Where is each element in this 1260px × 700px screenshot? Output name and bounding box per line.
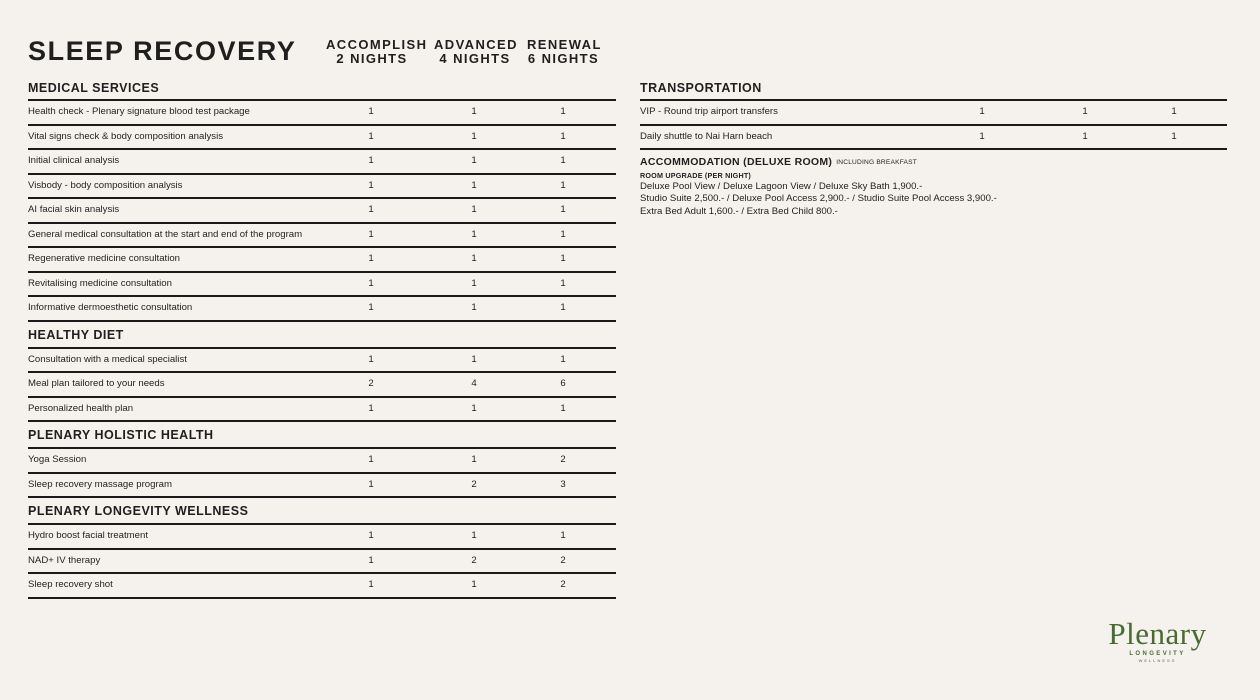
upgrade-price-line: Deluxe Pool View / Deluxe Lagoon View / Deluxe Sky Bath 1,900.- [640, 181, 923, 192]
package-value: 1 [368, 155, 374, 166]
package-value: 1 [368, 277, 374, 289]
package-value: 1 [368, 478, 374, 490]
service-label: Sleep recovery massage program [28, 478, 172, 490]
package-header-advanced [434, 38, 516, 66]
section-title: PLENARY HOLISTIC HEALTH [28, 422, 616, 449]
package-value: 1 [560, 155, 566, 166]
service-label: VIP - Round trip airport transfers [640, 106, 778, 117]
section-title: MEDICAL SERVICES [28, 80, 616, 101]
package-value: 3 [560, 478, 566, 490]
package-value: 2 [560, 454, 566, 465]
package-name: RENEWAL [527, 37, 602, 52]
service-label: NAD+ IV therapy [28, 554, 101, 566]
package-value: 1 [979, 106, 985, 117]
upgrade-price-line: Studio Suite 2,500.- / Deluxe Pool Access 2,900.- / Studio Suite Pool Access 3,900.- [640, 193, 997, 205]
table-row [28, 199, 616, 224]
service-label: General medical consultation at the start and end of the program [28, 228, 303, 240]
accommodation-title: ACCOMMODATION (DELUXE ROOM) [640, 156, 833, 168]
package-value: 1 [979, 130, 985, 142]
service-label: Personalized health plan [28, 402, 134, 414]
logo-tagline: LONGEVITY [1129, 651, 1186, 657]
table-row [640, 126, 1227, 151]
package-header-renewal [527, 38, 600, 66]
package-value: 1 [368, 554, 374, 566]
transport-accommodation-panel [640, 80, 1227, 218]
package-value: 1 [471, 402, 477, 414]
package-value: 2 [368, 378, 374, 389]
package-value: 1 [560, 277, 566, 289]
package-value: 1 [368, 302, 374, 313]
table-row [28, 150, 616, 175]
section-title: PLENARY LONGEVITY WELLNESS [28, 498, 616, 525]
accommodation-note: INCLUDING BREAKFAST [836, 159, 917, 166]
table-row [28, 398, 616, 423]
upgrade-price-line: Extra Bed Adult 1,600.- / Extra Bed Child 800.- [640, 205, 838, 217]
package-value: 1 [560, 302, 566, 313]
package-value: 6 [560, 378, 566, 389]
table-row [28, 175, 616, 200]
package-value: 4 [471, 378, 477, 389]
package-value: 1 [368, 106, 374, 117]
package-value: 1 [368, 402, 374, 414]
service-label: Vital signs check & body composition analysis [28, 130, 223, 142]
table-row [28, 449, 616, 474]
package-value: 1 [1171, 130, 1177, 142]
transportation-table [640, 80, 1227, 150]
table-row [28, 126, 616, 151]
package-value: 1 [368, 179, 374, 191]
logo-subtagline: WELLNESS [1138, 658, 1177, 663]
accommodation-info [640, 156, 1227, 218]
service-label: Sleep recovery shot [28, 579, 113, 590]
package-value: 1 [471, 454, 477, 465]
section-title: TRANSPORTATION [640, 80, 1227, 101]
table-row [28, 101, 616, 126]
package-value: 1 [1171, 106, 1177, 117]
package-value: 1 [560, 179, 566, 191]
service-label: Daily shuttle to Nai Harn beach [640, 130, 773, 142]
accommodation-heading [640, 156, 1227, 169]
package-value: 1 [471, 530, 477, 541]
service-label: Meal plan tailored to your needs [28, 378, 165, 389]
package-value: 1 [1082, 130, 1088, 142]
package-value: 1 [471, 302, 477, 313]
logo-wordmark: Plenary [1108, 616, 1207, 651]
package-value: 1 [471, 253, 477, 264]
page-title: SLEEP RECOVERY [28, 36, 297, 66]
service-label: Health check - Plenary signature blood test package [28, 106, 250, 117]
table-row [640, 101, 1227, 126]
service-label: Hydro boost facial treatment [28, 530, 148, 541]
package-value: 1 [560, 353, 566, 365]
table-row [28, 224, 616, 249]
table-row [28, 248, 616, 273]
service-label: Informative dermoesthetic consultation [28, 302, 193, 313]
package-name: ADVANCED [434, 37, 518, 52]
table-row [28, 474, 616, 499]
service-label: AI facial skin analysis [28, 204, 120, 215]
service-label: Visbody - body composition analysis [28, 179, 183, 191]
package-value: 1 [368, 530, 374, 541]
package-value: 1 [1082, 106, 1088, 117]
package-value: 2 [471, 478, 477, 490]
package-value: 1 [368, 253, 374, 264]
package-value: 1 [368, 454, 374, 465]
service-label: Yoga Session [28, 454, 87, 465]
table-row [28, 525, 616, 550]
package-value: 1 [471, 353, 477, 365]
table-row [28, 574, 616, 599]
service-label: Revitalising medicine consultation [28, 277, 172, 289]
table-row [28, 550, 616, 575]
package-value: 1 [560, 402, 566, 414]
package-header-accomplish [326, 37, 428, 66]
package-value: 1 [471, 155, 477, 166]
package-value: 1 [560, 253, 566, 264]
package-value: 1 [560, 130, 566, 142]
package-value: 1 [471, 277, 477, 289]
service-label: Regenerative medicine consultation [28, 253, 180, 264]
package-value: 2 [560, 554, 566, 566]
package-value: 1 [368, 579, 374, 590]
package-value: 1 [368, 228, 374, 240]
package-value: 2 [471, 554, 477, 566]
package-nights: 6 NIGHTS [527, 51, 600, 66]
table-row [28, 349, 616, 374]
table-row [28, 273, 616, 298]
package-value: 2 [560, 579, 566, 590]
package-value: 1 [560, 106, 566, 117]
section-title: HEALTHY DIET [28, 322, 616, 349]
package-value: 1 [471, 106, 477, 117]
package-value: 1 [471, 130, 477, 142]
package-value: 1 [368, 353, 374, 365]
package-name: ACCOMPLISH [326, 37, 428, 52]
package-value: 1 [471, 179, 477, 191]
services-table [28, 80, 616, 599]
plenary-logo [1100, 618, 1215, 663]
package-nights: 4 NIGHTS [439, 51, 511, 66]
service-label: Initial clinical analysis [28, 155, 120, 166]
package-nights: 2 NIGHTS [336, 51, 408, 66]
package-value: 1 [560, 228, 566, 240]
service-label: Consultation with a medical specialist [28, 353, 187, 365]
package-value: 1 [471, 228, 477, 240]
package-value: 1 [560, 530, 566, 541]
package-value: 1 [368, 130, 374, 142]
package-value: 1 [560, 204, 566, 215]
package-value: 1 [471, 579, 477, 590]
table-row [28, 373, 616, 398]
table-row [28, 297, 616, 322]
package-value: 1 [471, 204, 477, 215]
room-upgrade-label: ROOM UPGRADE (PER NIGHT) [640, 171, 752, 180]
package-value: 1 [368, 204, 374, 215]
